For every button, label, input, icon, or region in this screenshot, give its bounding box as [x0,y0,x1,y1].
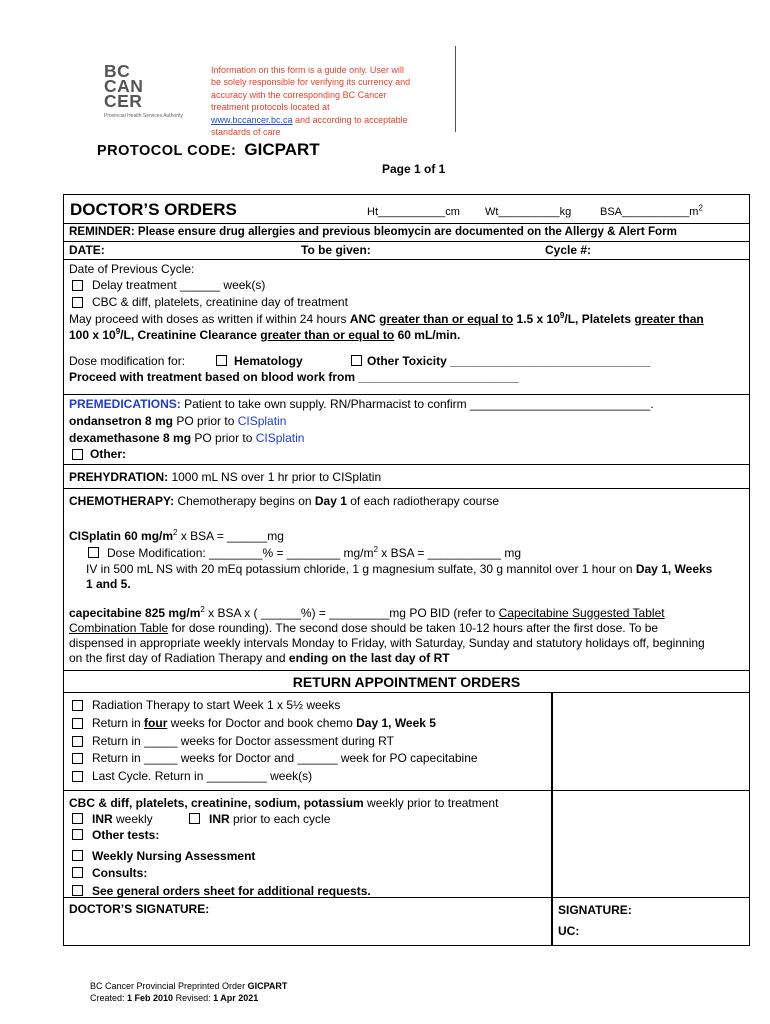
labs-section [64,790,749,897]
disclaimer-line: accuracy with the corresponding BC Cancer [211,89,387,100]
proceed-bloodwork[interactable]: Proceed with treatment based on blood work from ________________________ [69,370,519,384]
nursing-checkbox[interactable] [72,850,83,861]
protocol-code [97,140,320,160]
uc-label[interactable]: UC: [558,924,580,938]
cbc-checkbox[interactable] [72,297,83,308]
inr-weekly-label: INR weekly [92,812,153,826]
bc-cancer-logo [104,61,209,119]
other-toxicity-checkbox[interactable] [351,355,362,366]
signature-label[interactable]: SIGNATURE: [558,903,632,917]
delay-checkbox[interactable] [72,280,83,291]
chemotherapy-section [64,488,749,670]
premed-other-label: Other: [90,447,126,461]
disclaimer-text: and according to acceptable [292,114,408,125]
disclaimer-line: standards of care [211,127,281,138]
cbc-weekly-order: CBC & diff, platelets, creatinine, sodium, potassium weekly prior to treatment [69,796,499,810]
disclaimer-line: treatment protocols located at [211,102,330,113]
logo-line-1: BC [104,61,131,81]
dexamethasone-order: dexamethasone 8 mg PO prior to CISplatin [69,431,305,445]
capecitabine-line3: dispensed in appropriate weekly intervals Monday to Friday, with Saturday, Sunday and statutory holidays off, beginning [69,636,705,650]
proceed-conditions-line2: 100 x $10^9/L$, Creatinine Clearance greater than or equal to 60 mL/min. [69,327,461,342]
return-checkbox-3[interactable] [72,736,83,747]
doctors-orders-section [64,195,749,394]
column-divider [551,898,553,945]
dose-modification-label: Dose modification for: [69,354,186,368]
general-orders-label: See general orders sheet for additional requests. [92,884,371,898]
cisplatin-iv-line1: IV in 500 mL NS with 20 mEq potassium chloride, 1 g magnesium sulfate, 30 g mannitol over 1 hour on Day 1, Weeks [86,562,713,576]
chemotherapy-header: CHEMOTHERAPY: Chemotherapy begins on Day 1 of each radiotherapy course [69,494,500,508]
cisplatin-dose-mod-checkbox[interactable] [88,547,99,558]
cisplatin-order: CISplatin 60 $mg/m^2$ x BSA = ______mg [69,528,284,543]
height-field[interactable]: Ht___________cm [367,206,460,218]
header-divider [455,46,456,132]
logo-subtitle: Provincial Health Services Authority [104,113,183,119]
return-checkbox-1[interactable] [72,700,83,711]
inr-cycle-label: INR prior to each cycle [209,812,331,826]
date-label[interactable]: DATE: [69,243,105,257]
ondansetron-order: ondansetron 8 mg PO prior to CISplatin [69,414,287,428]
logo-line-2: CAN [104,76,144,96]
hematology-checkbox[interactable] [216,355,227,366]
return-checkbox-2[interactable] [72,718,83,729]
consults-checkbox[interactable] [72,867,83,878]
protocol-label: PROTOCOL CODE: [97,143,237,159]
previous-cycle-label: Date of Previous Cycle: [69,262,195,276]
disclaimer-line: be solely responsible for verifying its currency and [211,77,411,88]
cbc-label: CBC & diff, platelets, creatinine day of treatment [92,295,348,309]
signature-section [64,897,749,945]
return-checkbox-4[interactable] [72,753,83,764]
column-divider [551,693,553,790]
cisplatin-dose-modification: Dose Modification: ________% = ________ $mg/m^2$ x BSA = ___________ mg [107,545,522,560]
other-toxicity-label[interactable]: Other Toxicity ______________________________ [367,354,651,368]
consults-label: Consults: [92,866,148,880]
orders-form [63,194,750,946]
inr-cycle-checkbox[interactable] [189,813,200,824]
doctor-signature-label[interactable]: DOCTOR’S SIGNATURE: [69,902,210,916]
cisplatin-iv-line2: 1 and 5. [86,577,131,591]
return-item-4: Return in _____ weeks for Doctor and ______ week for PO capecitabine [92,751,478,765]
return-checkbox-5[interactable] [72,771,83,782]
proceed-conditions-line1: May proceed with doses as written if within 24 hours ANC greater than or equal to 1.5 x $10^9/L$, Platelets greater than [69,311,704,326]
treatment-conditions [64,259,749,394]
inr-weekly-checkbox[interactable] [72,813,83,824]
return-appointments [64,692,749,790]
return-appointment-header [64,670,749,692]
reminder-text: REMINDER: Please ensure drug allergies and previous bleomycin are documented on the Allergy & Alert Form [69,225,677,238]
return-item-2: Return in four weeks for Doctor and book chemo Day 1, Week 5 [92,716,436,730]
other-tests-checkbox[interactable] [72,829,83,840]
capecitabine-order: capecitabine 825 $mg/m^2$ x BSA x ( ______%) = _________mg PO BID (refer to Capecitabine Suggested Tablet [69,605,665,620]
page-number: Page 1 of 1 [382,162,446,176]
return-item-1: Radiation Therapy to start Week 1 x 5½ weeks [92,698,341,712]
logo-line-3: CER [104,91,143,111]
doctors-orders-title: DOCTOR’S ORDERS [70,200,237,219]
disclaimer [211,64,443,138]
weight-field[interactable]: Wt__________kg [485,206,572,218]
prehydration-section [64,464,749,488]
disclaimer-line: Information on this form is a guide only. User will [211,65,404,75]
date-row [64,241,749,259]
capecitabine-table-link[interactable]: Capecitabine Suggested Tablet [498,606,665,620]
protocol-value: GICPART [244,140,320,159]
return-item-3: Return in _____ weeks for Doctor assessment during RT [92,734,394,748]
disclaimer-line [211,114,443,126]
to-be-given-label[interactable]: To be given: [301,243,371,257]
footer-line-2: Created: 1 Feb 2010 Revised: 1 Apr 2021 [90,993,259,1003]
footer-line-1: BC Cancer Provincial Preprinted Order GICPART [90,981,288,991]
reminder-row [64,223,749,241]
capecitabine-line2: Combination Table for dose rounding). The second dose should be taken 10-12 hours after the first dose. To be [69,621,659,635]
cycle-label[interactable]: Cycle #: [545,243,592,257]
general-orders-checkbox[interactable] [72,885,83,896]
column-divider [551,791,553,897]
other-tests-label: Other tests: [92,828,160,842]
capecitabine-line4: on the first day of Radiation Therapy and ending on the last day of RT [69,651,450,665]
premedications-section [64,394,749,464]
bccancer-link[interactable]: www.bccancer.bc.ca [211,114,293,125]
return-appointment-title: RETURN APPOINTMENT ORDERS [292,674,521,690]
premed-other-checkbox[interactable] [72,449,83,460]
return-item-5: Last Cycle. Return in _________ week(s) [92,769,313,783]
bsa-field[interactable]: $BSA\_\_\_\_\_\_\_\_\_\_\_m^2$ [600,203,703,218]
prehydration-text: PREHYDRATION: 1000 mL NS over 1 hr prior to CISplatin [69,470,382,484]
hematology-label: Hematology [234,354,303,368]
nursing-label: Weekly Nursing Assessment [92,849,256,863]
premed-header: PREMEDICATIONS: Patient to take own supply. RN/Pharmacist to confirm ___________________________. [69,397,654,411]
delay-label: Delay treatment ______ week(s) [92,278,266,292]
